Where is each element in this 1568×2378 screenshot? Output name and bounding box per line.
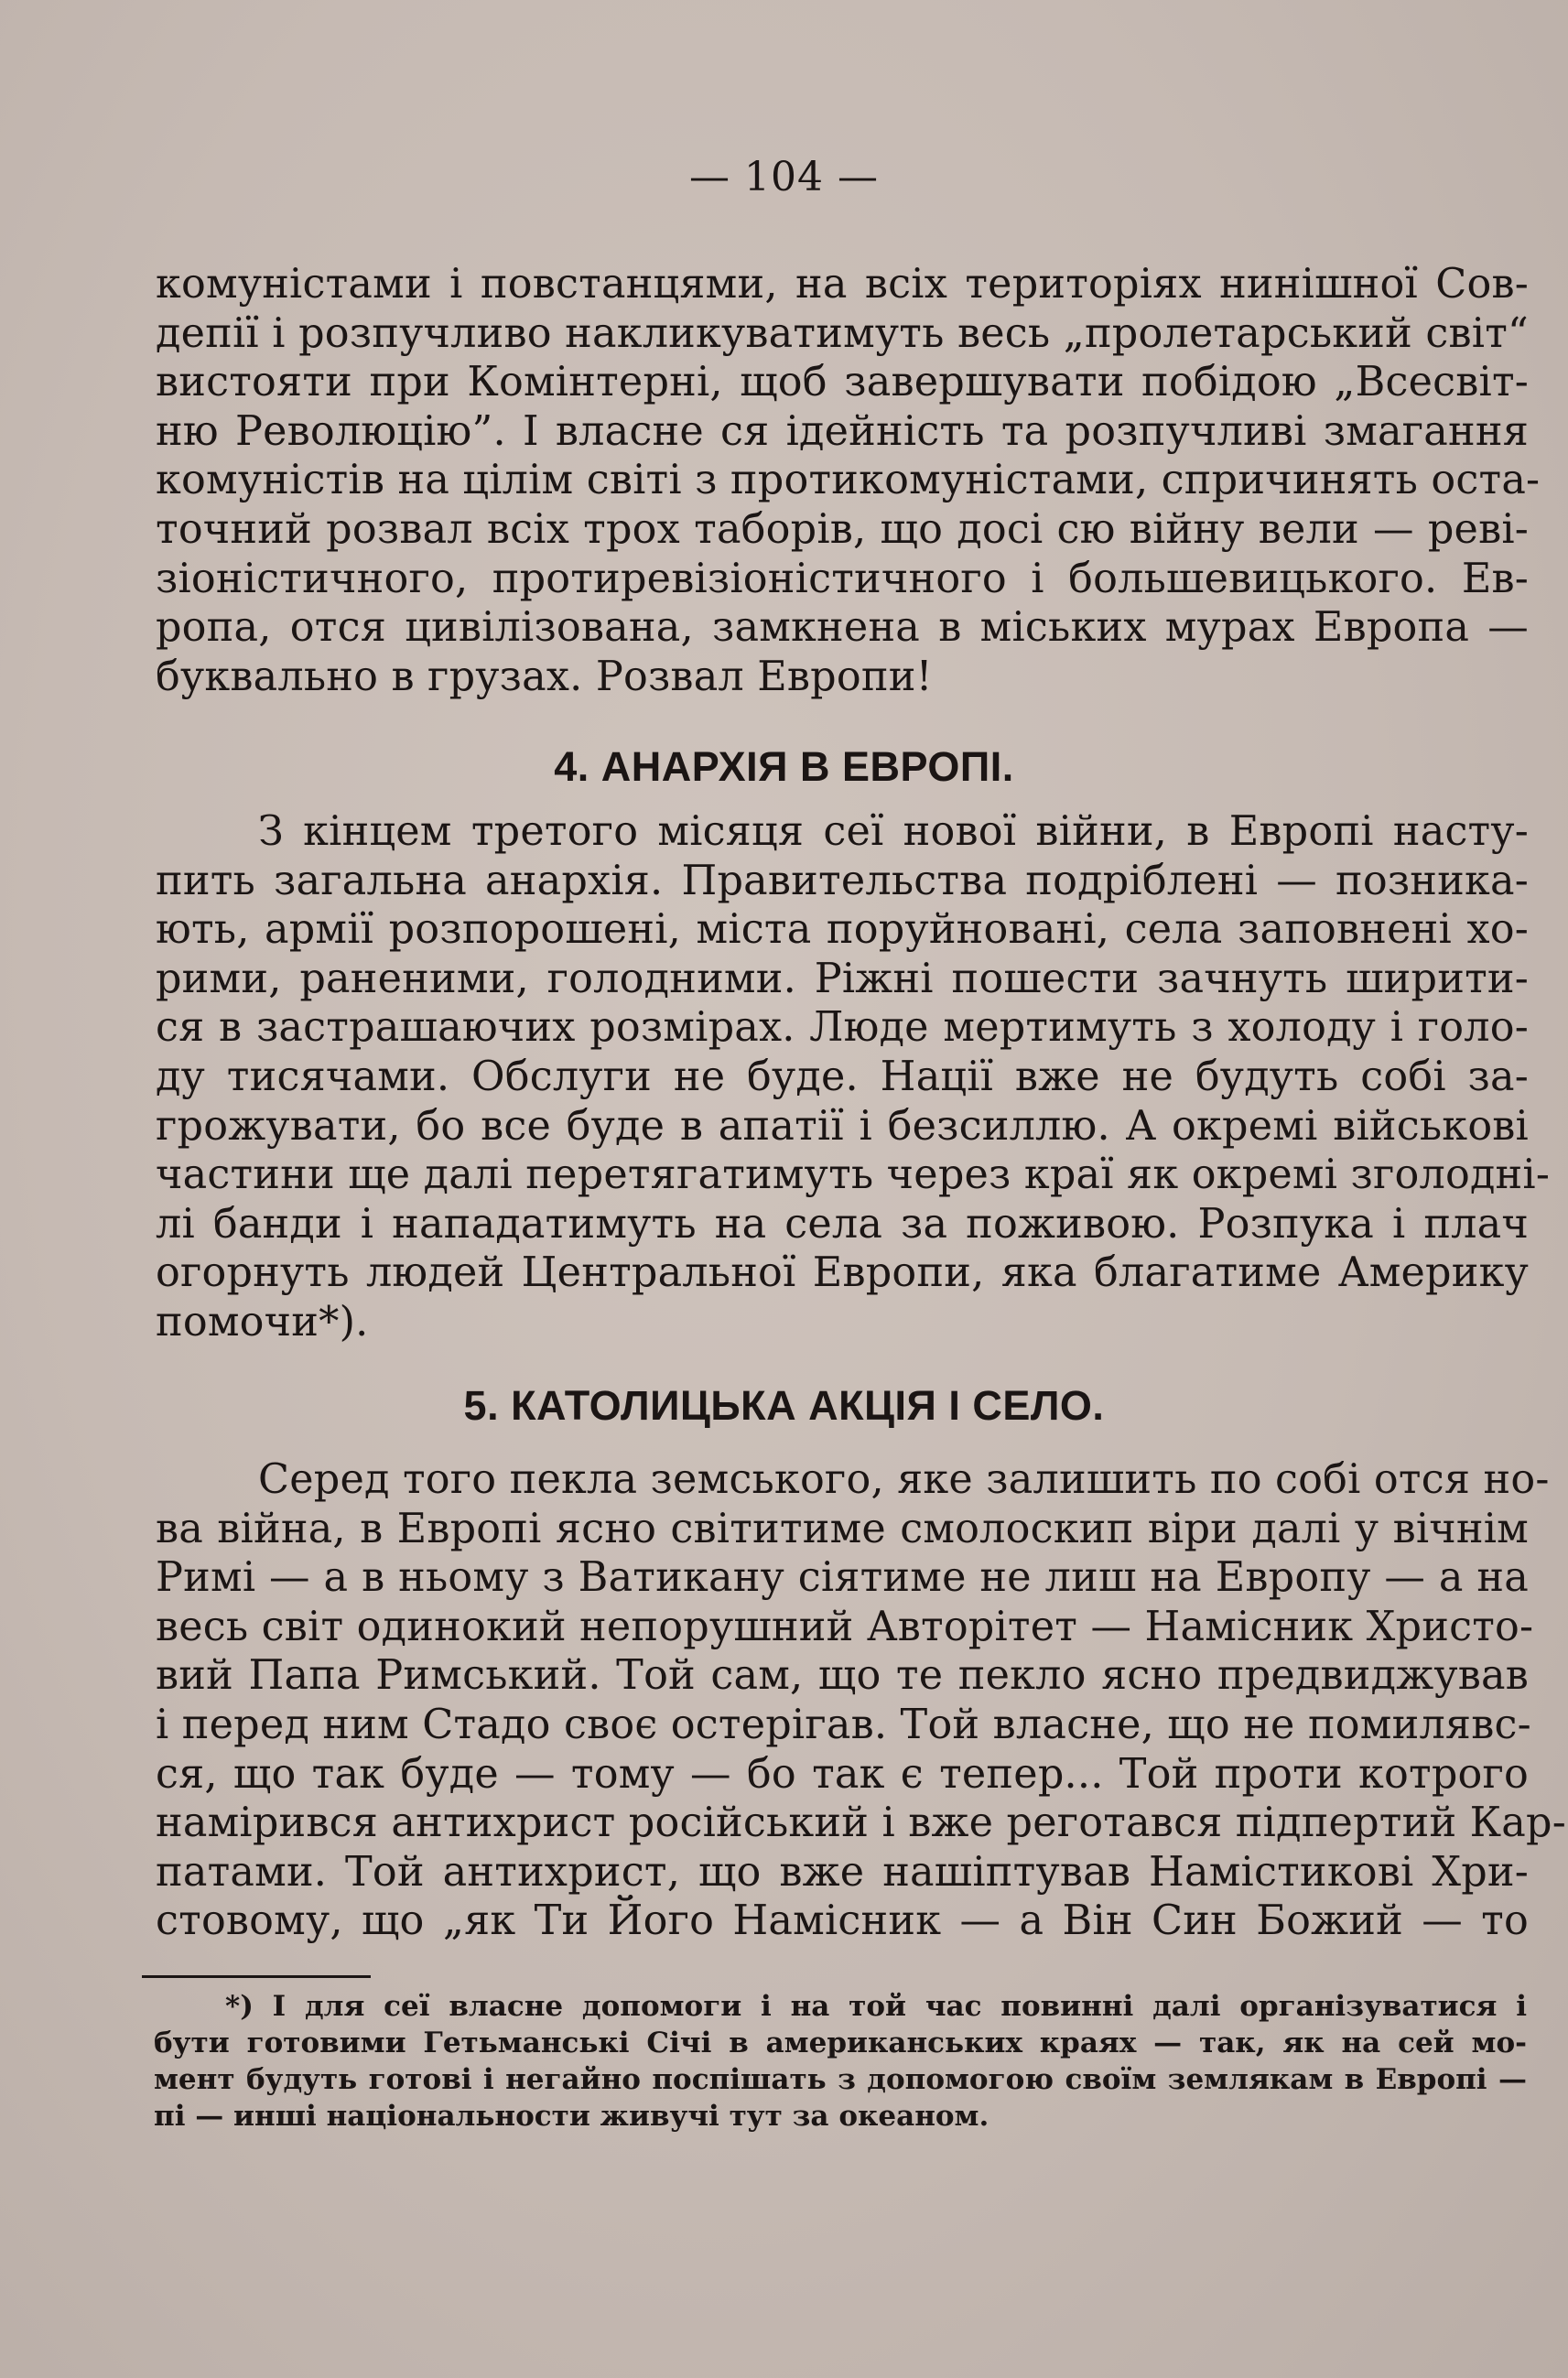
text-line: ду тисячами. Обслуги не буде. Нації вже не будуть собі за- bbox=[156, 1053, 1529, 1100]
text-line: лі банди і нападатимуть на села за поживою. Розпука і плач bbox=[156, 1200, 1529, 1248]
text-line: намірився антихрист російський і вже реготався підпертий Кар- bbox=[156, 1800, 1566, 1847]
text-line: З кінцем третого місяця сеї нової війни, в Европі насту- bbox=[258, 808, 1529, 855]
text-line: точний розвал всіх трох таборів, що досі сю війну вели — реві- bbox=[156, 505, 1529, 553]
text-line: частини ще далі перетягатимуть через краї як окремі зголоднi- bbox=[156, 1151, 1551, 1199]
text-line: ропа, отся цивілізована, замкнена в міських мурах Европа — bbox=[156, 604, 1529, 652]
text-line: буквально в грузах. Розвал Европи! bbox=[156, 653, 933, 700]
intro-paragraph bbox=[156, 260, 1541, 701]
text-line: комуністів на цілім світі з протикомуністами, спричинять оста- bbox=[156, 457, 1541, 504]
text-line: рими, раненими, голодними. Ріжні пошести зачнуть ширити- bbox=[156, 955, 1529, 1002]
section-5-paragraph bbox=[156, 1455, 1566, 1946]
text-line: депії і розпучливо накликуватимуть весь „пролетарський світ“ bbox=[156, 309, 1529, 357]
text-line: і перед ним Стадо своє остерігав. Той власне, що не помилявс- bbox=[156, 1701, 1531, 1748]
footnote bbox=[154, 1988, 1527, 2135]
text-line: огорнуть людей Центральної Европи, яка благатиме Америку bbox=[156, 1249, 1529, 1297]
text-line: помочи*). bbox=[156, 1298, 369, 1346]
text-line: Серед того пекла земського, яке залишить по собі отся но- bbox=[258, 1456, 1550, 1503]
section-5-heading: 5. КАТОЛИЦЬКА АКЦІЯ І СЕЛО. bbox=[463, 1382, 1105, 1429]
text-line: ся, що так буде — тому — бо так є тепер... Той проти котрого bbox=[156, 1750, 1529, 1798]
text-line: ню Революцію”. І власне ся ідейність та розпучливі змагання bbox=[156, 407, 1529, 455]
text-line: ва війна, в Европі ясно світитиме смолоскип віри далі у вічнім bbox=[156, 1505, 1529, 1552]
section-4-heading: 4. АНАРХІЯ В ЕВРОПІ. bbox=[554, 743, 1014, 790]
text-line: ся в застрашаючих розмірах. Люде мертимуть з холоду і голо- bbox=[156, 1004, 1529, 1052]
footnote-line: мент будуть готові і негайно поспішать з допомогою своїм землякам в Европі — bbox=[154, 2063, 1527, 2096]
text-line: комуністами і повстанцями, на всіх територіях нинішної Сов- bbox=[156, 261, 1529, 308]
text-line: весь світ одинокий непорушний Авторітет — Намісник Христо- bbox=[156, 1603, 1534, 1650]
text-line: вий Папа Римський. Той сам, що те пекло ясно предвиджував bbox=[156, 1652, 1529, 1700]
footnote-divider bbox=[142, 1975, 371, 1978]
text-line: грожувати, бо все буде в апатії і безсиллю. А окремі військові bbox=[156, 1102, 1529, 1150]
text-line: стовому, що „як Ти Його Намісник — а Він Син Божий — то bbox=[156, 1897, 1529, 1945]
text-line: зіоністичного, протиревізіоністичного і большевицького. Ев- bbox=[156, 555, 1529, 602]
text-line: вистояти при Комінтерні, щоб завершувати побідою „Всесвіт- bbox=[156, 359, 1529, 406]
text-line: патами. Той антихрист, що вже нашіптував Намістикові Хри- bbox=[156, 1848, 1529, 1896]
footnote-line: бути готовими Гетьманські Січі в американських краях — так, як на сей мо- bbox=[154, 2027, 1527, 2059]
footnote-line: *) І для сеї власне допомоги і на той час повинні далі організуватися і bbox=[225, 1990, 1527, 2023]
page-number: — 104 — bbox=[689, 154, 879, 200]
text-line: ють, армії розпорошені, міста поруйновані, села заповнені хо- bbox=[156, 906, 1529, 954]
section-4-paragraph bbox=[156, 807, 1551, 1347]
text-line: Римі — а в ньому з Ватикану сіятиме не лиш на Европу — а на bbox=[156, 1554, 1529, 1602]
footnote-line: пі — инші національности живучі тут за океаном. bbox=[154, 2100, 989, 2133]
text-line: пить загальна анархія. Правительства подріблені — позника- bbox=[156, 857, 1529, 904]
